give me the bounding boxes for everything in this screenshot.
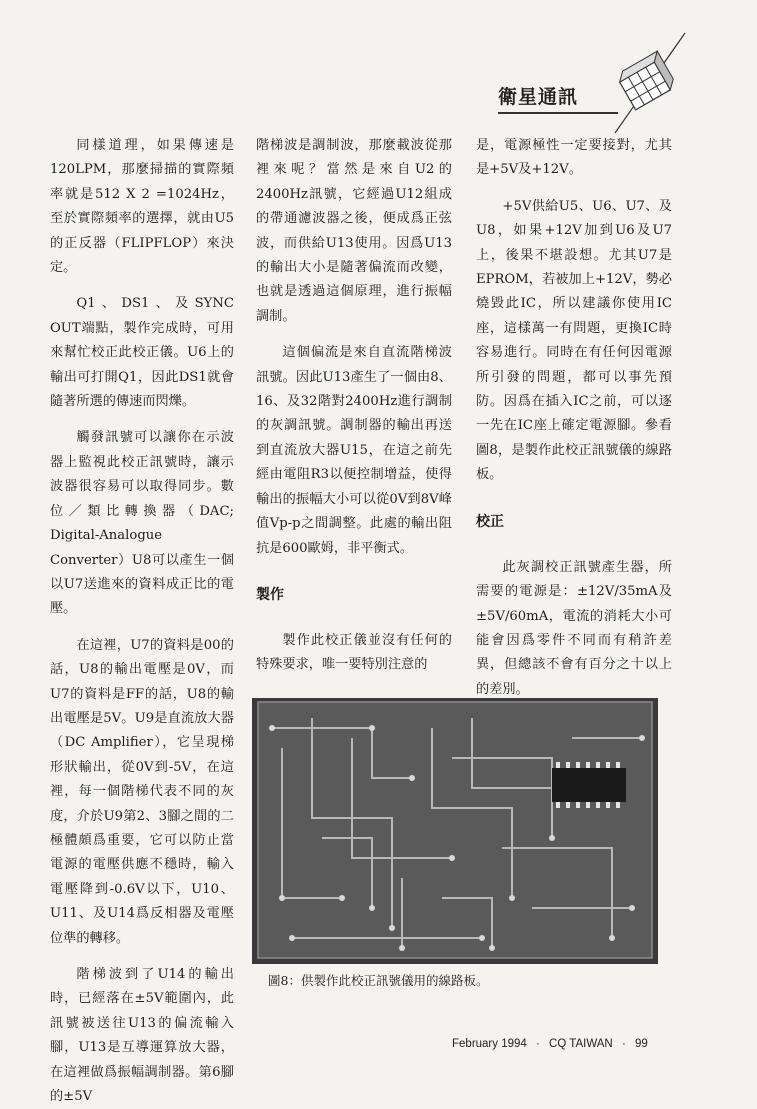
footer-date: February 1994: [452, 1038, 527, 1050]
paragraph: 此灰調校正訊號產生器，所需要的電源是：±12V/35mA及±5V/60mA，電流的消耗大小可能會因爲零件不同而有稍許差異，但總該不會有百分之十以上的差別。: [476, 559, 672, 697]
footer-magazine: CQ TAIWAN: [549, 1038, 613, 1050]
paragraph: 在這裡，U7的資料是00的話，U8的輸出電壓是0V，而U7的資料是FF的話，U8的輸出電壓是5V。U9是直流放大器（DC Amplifier），它呈現梯形狀輸出，從0V到-5V，在這裡，每一個階梯代表不同的灰度，介於U9第2、3腳之間的二極體頗爲重要，它可以防止當電源的電壓供應不穩時，輸入電壓降到-0.6V以下，U10、U11、及U14爲反相器及電壓位準的轉移。: [50, 637, 234, 946]
figure-caption: 圖8：供製作此校正訊號儀用的線路板。: [268, 973, 489, 988]
text-column-3: [476, 134, 672, 702]
section-title: 衛星通訊: [498, 86, 579, 108]
page-footer: [452, 1038, 654, 1050]
paragraph: 這個偏流是來自直流階梯波訊號。因此U13產生了一個由8、16、及32階對2400Hz進行調制的灰調訊號。調制器的輸出再送到直流放大器U15，在這之前先經由電阻R3以便控制增益，使得輸出的振幅大小可以從0V到8V峰值Vp-p之間調整。此處的輸出阻抗是600歐姆，非平衡式。: [256, 345, 452, 556]
satellite-icon: [600, 28, 690, 138]
paragraph: +5V供給U5、U6、U7、及U8，如果+12V加到U6及U7上，後果不堪設想。尤其U7是EPROM，若被加上+12V，勢必燒毀此IC，所以建議你使用IC座，這樣萬一有問題，更換IC時容易進行。同時在有任何因電源所引發的問題，都可以事先預防。因爲在插入IC之前，可以逐一先在IC座上確定電源腳。參看圖8，是製作此校正訊號儀的線路板。: [476, 198, 672, 483]
circuit-board-photo: [252, 698, 658, 964]
circuit-board-image: [252, 698, 658, 964]
paragraph: 階梯波到了U14的輸出時，已經落在±5V範圍內，此訊號被送往U13的偏流輸入腳，U13是互導運算放大器，在這裡做爲振幅調制器。第6腳的±5V: [50, 967, 234, 1105]
paragraph: 是，電源極性一定要接對，尤其是+5V及+12V。: [476, 138, 672, 178]
section-heading-calibration: 校正: [476, 513, 504, 530]
paragraph: 同樣道理，如果傳速是120LPM，那麼掃描的實際頻率就是512 X 2 =1024Hz，至於實際頻率的選擇，就由U5的正反器（FLIPFLOP）來決定。: [50, 138, 234, 276]
footer-separator: ·: [621, 1038, 626, 1050]
text-column-1: [50, 134, 234, 1109]
footer-separator: ·: [536, 1038, 540, 1050]
header-rule: [498, 112, 618, 114]
paragraph: Q1、DS1、及SYNC OUT端點，製作完成時，可用來幫忙校正此校正儀。U6上的輸出可打開Q1，因此DS1就會隨著所選的傳速而閃爍。: [50, 296, 234, 410]
section-heading-fabrication: 製作: [256, 586, 284, 603]
paragraph: 製作此校正儀並沒有任何的特殊要求，唯一要特別注意的: [256, 632, 452, 673]
text-column-2: [256, 134, 452, 678]
paragraph: 觸發訊號可以讓你在示波器上監視此校正訊號時，讓示波器很容易可以取得同步。數位／類比轉換器（DAC; Digital-Analogue Converter）U8可以產生一個以U7送進來的資料成正比的電壓。: [50, 430, 234, 617]
paragraph: 階梯波是調制波，那麼載波從那裡來呢？當然是來自U2的2400Hz訊號，它經過U12組成的帶通濾波器之後，便成爲正弦波，而供給U13使用。因爲U13的輸出大小是隨著偏流而改變，也就是透過這個原理，進行振幅調制。: [256, 138, 452, 324]
page-number: 99: [634, 1038, 648, 1050]
